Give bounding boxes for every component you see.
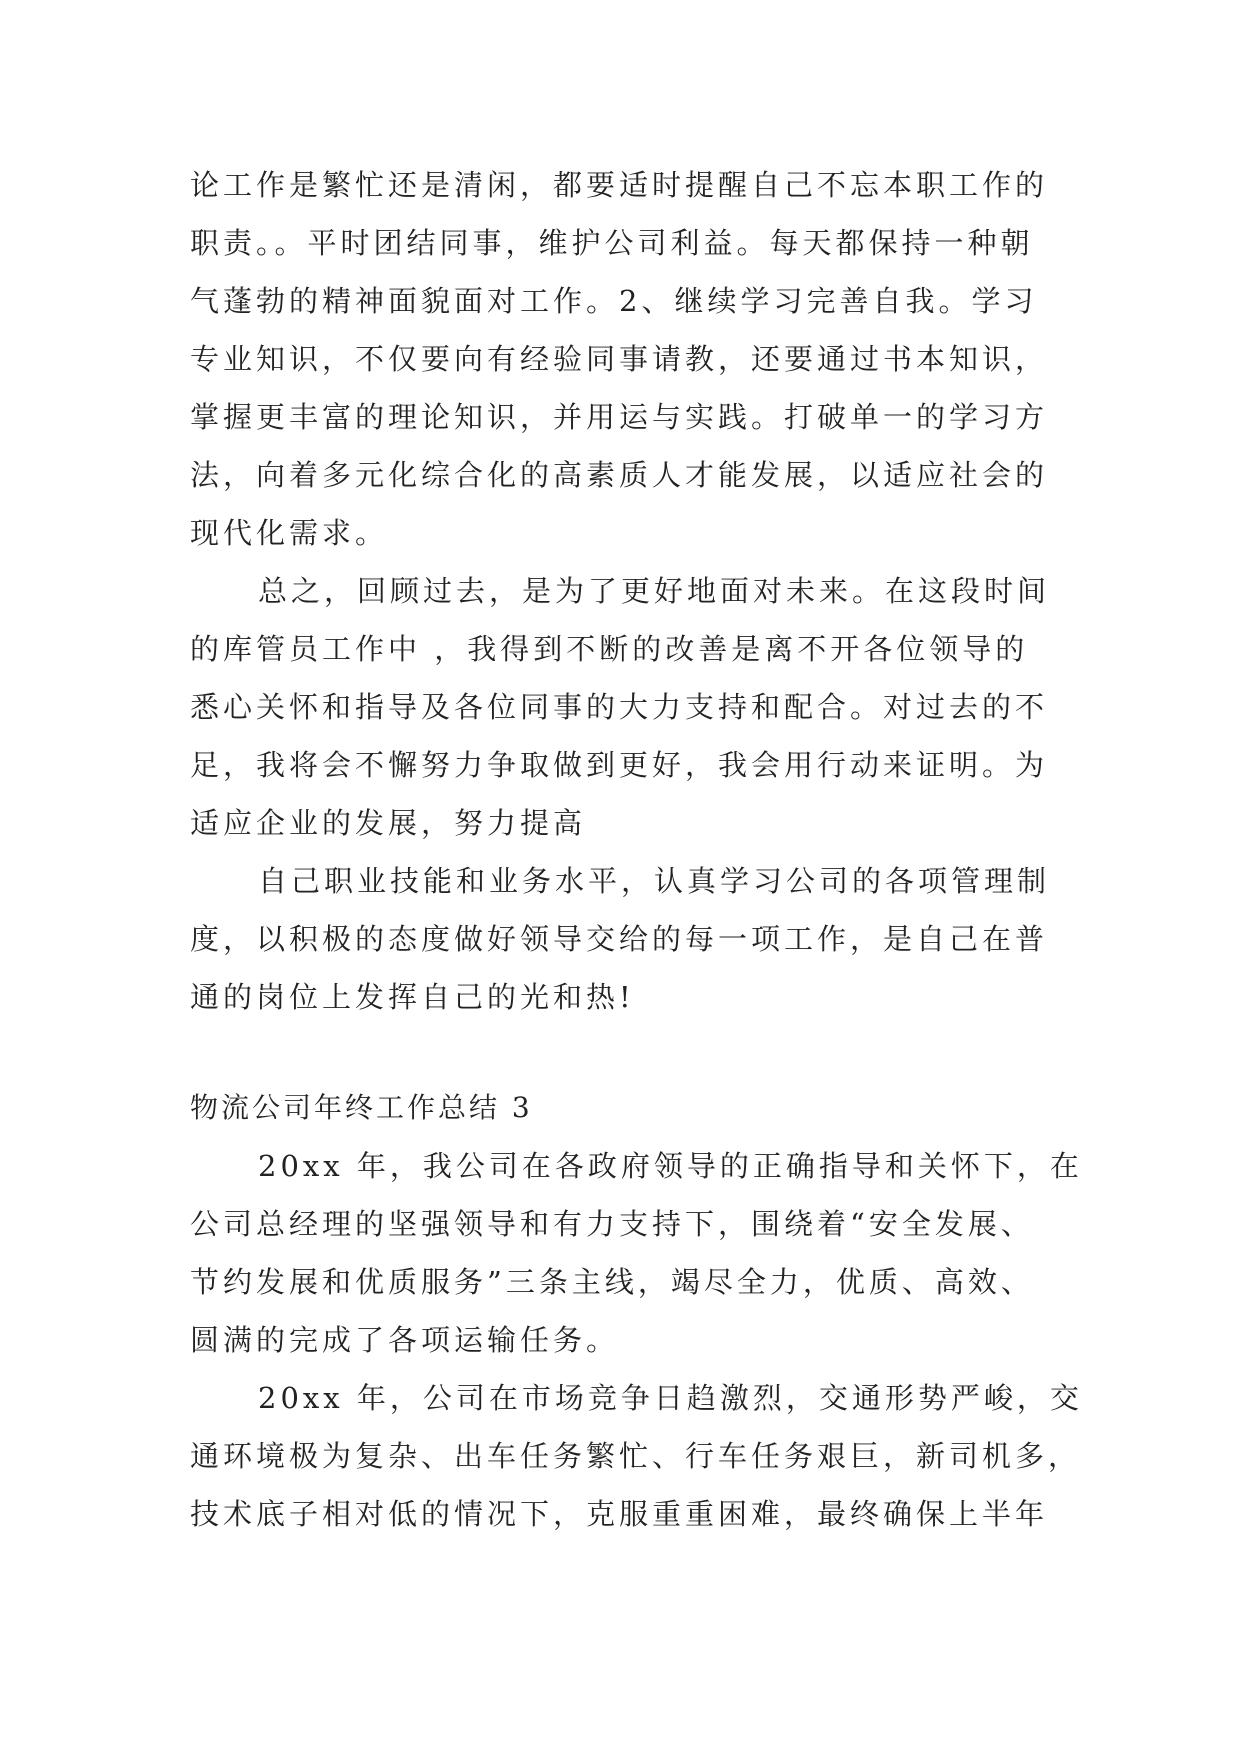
paragraph-line: 掌握更丰富的理论知识，并用运与实践。打破单一的学习方 [190, 400, 1049, 434]
paragraph-line: 节约发展和优质服务”三条主线，竭尽全力，优质、高效、 [190, 1265, 1034, 1299]
paragraph-line: 20xx 年，公司在市场竞争日趋激烈，交通形势严峻，交 [258, 1381, 1083, 1415]
paragraph-line: 通的岗位上发挥自己的光和热! [190, 980, 635, 1014]
paragraph-line: 通环境极为复杂、出车任务繁忙、行车任务艰巨，新司机多， [190, 1439, 1082, 1473]
paragraph-line: 职责。。平时团结同事，维护公司利益。每天都保持一种朝 [190, 226, 1034, 260]
section-title: 物流公司年终工作总结 3 [190, 1091, 533, 1124]
paragraph-line: 自己职业技能和业务水平，认真学习公司的各项管理制 [258, 864, 1051, 898]
paragraph-line: 论工作是繁忙还是清闲，都要适时提醒自己不忘本职工作的 [190, 168, 1049, 202]
paragraph-line: 圆满的完成了各项运输任务。 [190, 1323, 620, 1357]
paragraph-line: 适应企业的发展，努力提高 [190, 806, 587, 840]
paragraph-line: 总之，回顾过去，是为了更好地面对未来。在这段时间 [258, 574, 1051, 608]
paragraph-line: 悉心关怀和指导及各位同事的大力支持和配合。对过去的不 [190, 690, 1049, 724]
paragraph-line: 20xx 年，我公司在各政府领导的正确指导和关怀下，在 [258, 1149, 1083, 1183]
paragraph-line: 专业知识，不仅要向有经验同事请教，还要通过书本知识， [190, 342, 1049, 376]
paragraph-line: 的库管员工作中 ，我得到不断的改善是离不开各位领导的 [190, 632, 1029, 666]
paragraph-line: 技术底子相对低的情况下，克服重重困难，最终确保上半年 [190, 1497, 1049, 1531]
paragraph-line: 度，以积极的态度做好领导交给的每一项工作，是自己在普 [190, 922, 1049, 956]
paragraph-line: 公司总经理的坚强领导和有力支持下，围绕着“安全发展、 [190, 1207, 1034, 1241]
paragraph-line: 法，向着多元化综合化的高素质人才能发展，以适应社会的 [190, 458, 1049, 492]
paragraph-line: 足，我将会不懈努力争取做到更好，我会用行动来证明。为 [190, 748, 1049, 782]
paragraph-line: 现代化需求。 [190, 516, 389, 550]
paragraph-line: 气蓬勃的精神面貌面对工作。2、继续学习完善自我。学习 [190, 284, 1038, 318]
